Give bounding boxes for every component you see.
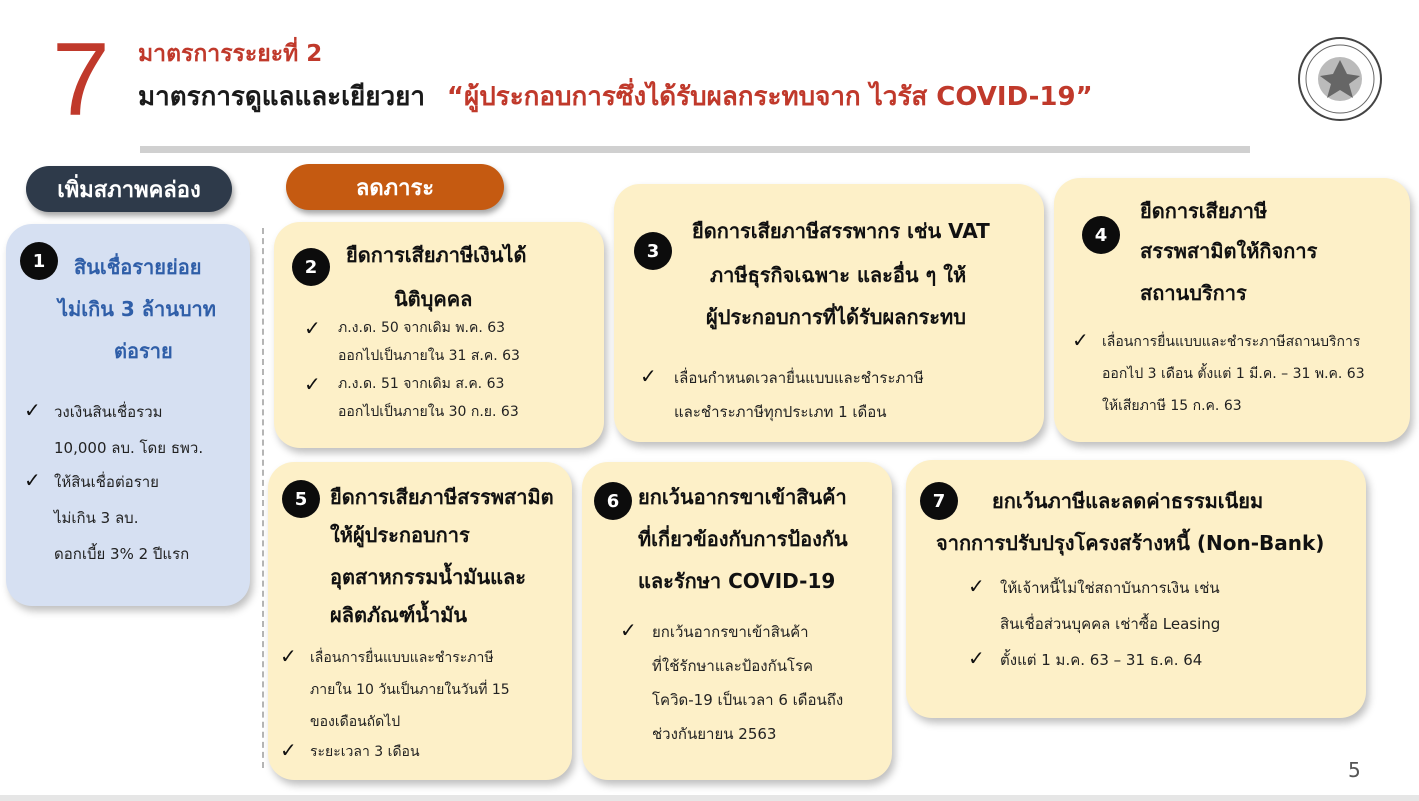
- title-quote: “ผู้ประกอบการซึ่งได้รับผลกระทบจาก ไวรัส COVID-19”: [446, 82, 1093, 112]
- measure-card-3: [614, 184, 1044, 442]
- check-icon: ✓: [24, 468, 41, 492]
- bullet-line: ดอกเบี้ย 3% 2 ปีแรก: [54, 545, 190, 563]
- bullet-line: ไม่เกิน 3 ลบ.: [54, 509, 139, 527]
- bullet-line: วงเงินสินเชื่อรวม: [54, 403, 163, 421]
- bullet-line: เลื่อนการยื่นแบบและชำระภาษี: [310, 650, 494, 666]
- card-title-line: ผู้ประกอบการที่ได้รับผลกระทบ: [706, 305, 966, 329]
- footer-bar: [0, 795, 1419, 801]
- card-title-line: ภาษีธุรกิจเฉพาะ และอื่น ๆ ให้: [710, 263, 967, 287]
- bullet-line: ออกไปเป็นภายใน 31 ส.ค. 63: [338, 348, 520, 364]
- check-icon: ✓: [620, 618, 637, 642]
- bullet-line: 10,000 ลบ. โดย ธพว.: [54, 439, 204, 457]
- check-icon: ✓: [280, 738, 297, 762]
- check-icon: ✓: [24, 398, 41, 422]
- measure-badge: 6: [594, 482, 632, 520]
- page-number: 5: [1348, 758, 1361, 782]
- section-divider: [262, 228, 264, 768]
- card-title-line: ต่อราย: [114, 339, 173, 363]
- check-icon: ✓: [280, 644, 297, 668]
- bullet-line: ภ.ง.ด. 50 จากเดิม พ.ค. 63: [338, 320, 506, 336]
- card-title-line: จากการปรับปรุงโครงสร้างหนี้ (Non-Bank): [936, 531, 1325, 555]
- bullet-line: และชำระภาษีทุกประเภท 1 เดือน: [674, 403, 887, 421]
- bullet-line: ภายใน 10 วันเป็นภายในวันที่ 15: [310, 682, 510, 698]
- card-title-line: ยืดการเสียภาษีสรรพากร เช่น VAT: [692, 219, 990, 243]
- bullet-line: ของเดือนถัดไป: [310, 714, 401, 730]
- check-icon: ✓: [1072, 328, 1089, 352]
- bullet-line: ให้สินเชื่อต่อราย: [54, 473, 159, 491]
- card-title-line: สินเชื่อรายย่อย: [74, 255, 202, 279]
- phase-subtitle: มาตรการระยะที่ 2: [138, 41, 323, 67]
- bullet-line: ภ.ง.ด. 51 จากเดิม ส.ค. 63: [338, 376, 505, 392]
- card-title-line: นิติบุคคล: [394, 287, 473, 311]
- measure-card-6: [582, 462, 892, 780]
- bullet-line: ให้เสียภาษี 15 ก.ค. 63: [1102, 398, 1242, 414]
- measure-card-2: [274, 222, 604, 448]
- bullet-line: ออกไปเป็นภายใน 30 ก.ย. 63: [338, 404, 519, 420]
- card-title-line: ผลิตภัณฑ์น้ำมัน: [330, 603, 468, 627]
- bullet-line: สินเชื่อส่วนบุคคล เช่าซื้อ Leasing: [1000, 615, 1221, 633]
- bullet-line: ช่วงกันยายน 2563: [652, 725, 777, 743]
- check-icon: ✓: [968, 646, 985, 670]
- category-liquidity-pill: เพิ่มสภาพคล่อง: [26, 166, 232, 212]
- card-title-line: ยืดการเสียภาษีสรรพสามิต: [330, 485, 554, 509]
- card-title-line: สรรพสามิตให้กิจการ: [1140, 239, 1318, 263]
- measure-number: 7: [52, 22, 110, 138]
- card-title-line: ที่เกี่ยวข้องกับการป้องกัน: [638, 527, 848, 551]
- measure-card-4: [1054, 178, 1410, 442]
- check-icon: ✓: [304, 372, 321, 396]
- measure-badge: 3: [634, 232, 672, 270]
- bullet-line: ระยะเวลา 3 เดือน: [310, 744, 420, 760]
- card-title-line: ไม่เกิน 3 ล้านบาท: [58, 297, 216, 321]
- ministry-of-finance-seal-icon: [1297, 36, 1383, 122]
- card-title-line: ให้ผู้ประกอบการ: [330, 523, 470, 547]
- bullet-line: ตั้งแต่ 1 ม.ค. 63 – 31 ธ.ค. 64: [1000, 651, 1203, 669]
- check-icon: ✓: [304, 316, 321, 340]
- measure-badge: 4: [1082, 216, 1120, 254]
- bullet-line: เลื่อนกำหนดเวลายื่นแบบและชำระภาษี: [674, 369, 924, 387]
- measure-badge: 1: [20, 242, 58, 280]
- card-title-line: และรักษา COVID-19: [638, 569, 836, 593]
- measure-badge: 5: [282, 480, 320, 518]
- card-title-line: ยกเว้นภาษีและลดค่าธรรมเนียม: [992, 489, 1264, 513]
- bullet-line: ออกไป 3 เดือน ตั้งแต่ 1 มี.ค. – 31 พ.ค. 63: [1102, 366, 1365, 382]
- bullet-line: ที่ใช้รักษาและป้องกันโรค: [652, 657, 814, 675]
- bullet-line: โควิด-19 เป็นเวลา 6 เดือนถึง: [652, 691, 844, 709]
- card-title-line: ยืดการเสียภาษี: [1140, 199, 1268, 223]
- page-title: [138, 76, 1093, 117]
- measure-badge: 7: [920, 482, 958, 520]
- card-title-line: สถานบริการ: [1140, 281, 1247, 305]
- measure-card-1: [6, 224, 250, 606]
- measure-badge: 2: [292, 248, 330, 286]
- category-burden-pill: ลดภาระ: [286, 164, 504, 210]
- measure-card-5: [268, 462, 572, 780]
- card-title-line: อุตสาหกรรมน้ำมันและ: [330, 565, 527, 589]
- card-title-line: ยกเว้นอากรขาเข้าสินค้า: [638, 485, 847, 509]
- card-title-line: ยืดการเสียภาษีเงินได้: [346, 243, 527, 267]
- check-icon: ✓: [968, 574, 985, 598]
- bullet-line: ให้เจ้าหนี้ไม่ใช่สถาบันการเงิน เช่น: [1000, 579, 1220, 597]
- title-text: มาตรการดูแลและเยียวยา: [138, 82, 425, 112]
- header-divider: [140, 146, 1250, 153]
- bullet-line: ยกเว้นอากรขาเข้าสินค้า: [652, 623, 809, 641]
- measure-card-7: [906, 460, 1366, 718]
- check-icon: ✓: [640, 364, 657, 388]
- bullet-line: เลื่อนการยื่นแบบและชำระภาษีสถานบริการ: [1102, 334, 1361, 350]
